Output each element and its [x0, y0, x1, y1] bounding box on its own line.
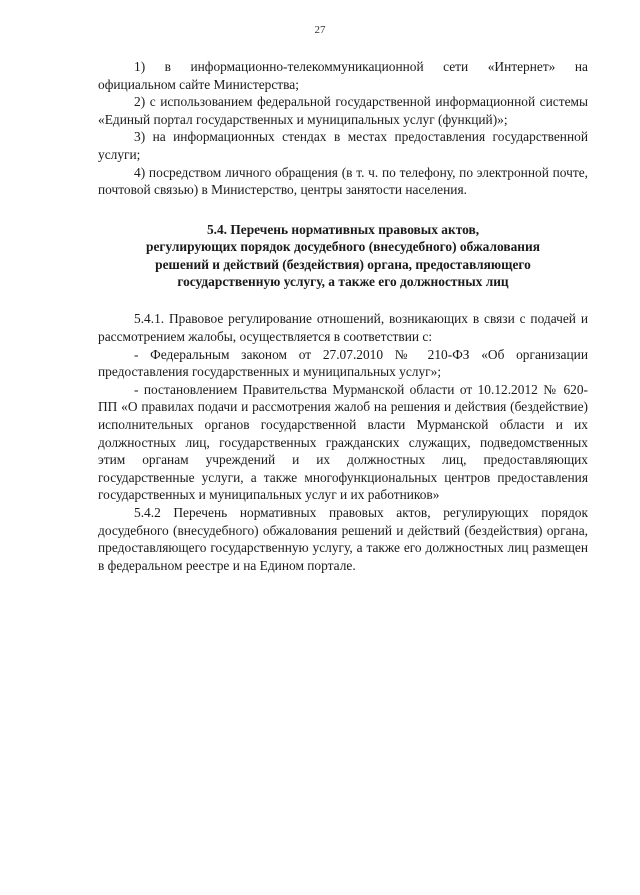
page-number: 27 [314, 24, 326, 36]
section-title-line: государственную услугу, а также его должностных лиц [177, 273, 509, 289]
list-item: 4) посредством личного обращения (в т. ч. по телефону, по электронной почте, почтовой связью) в Министерство, центры занятости населения. [98, 164, 588, 198]
section-title [98, 221, 588, 291]
paragraph: - Федеральным законом от 27.07.2010 № 210-ФЗ «Об организации предоставления государственных и муниципальных услуг»; [98, 346, 588, 380]
document-body [98, 58, 588, 574]
section-title-line: 5.4. Перечень нормативных правовых актов, [206, 221, 480, 237]
section-title-line: решений и действий (бездействия) органа, предоставляющего [155, 256, 531, 272]
paragraph: 5.4.2 Перечень нормативных правовых актов, регулирующих порядок досудебного (внесудебного) обжалования решений и действий (бездействия) органа, предоставляющего государственную услугу, а также его должностных лиц размещен в федеральном реестре и на Едином портале. [98, 504, 588, 573]
list-item: 2) с использованием федеральной государственной информационной системы «Единый портал государственных и муниципальных услуг (функций)»; [98, 94, 588, 127]
section-title-line: регулирующих порядок досудебного (внесудебного) обжалования [146, 239, 540, 255]
paragraph: 5.4.1. Правовое регулирование отношений, возникающих в связи с подачей и рассмотрением жалобы, осуществляется в соответствии с: [98, 311, 588, 344]
paragraph: - постановлением Правительства Мурманской области от 10.12.2012 № 620-ПП «О правилах подачи и рассмотрения жалоб на решения и действия (бездействие) исполнительных органов государственной власти Мурманской области и их должностных лиц, государственных гражданских служащих, подведомственных этим органам учреждений и их должностных лиц, предоставляющих государственные услуги, а также многофункциональных центров предоставления государственных и муниципальных услуг и их работников» [98, 381, 588, 503]
list-item: 1) в информационно-телекоммуникационной сети «Интернет» на официальном сайте Министерства; [98, 59, 588, 92]
list-item: 3) на информационных стендах в местах предоставления государственной услуги; [98, 129, 588, 162]
